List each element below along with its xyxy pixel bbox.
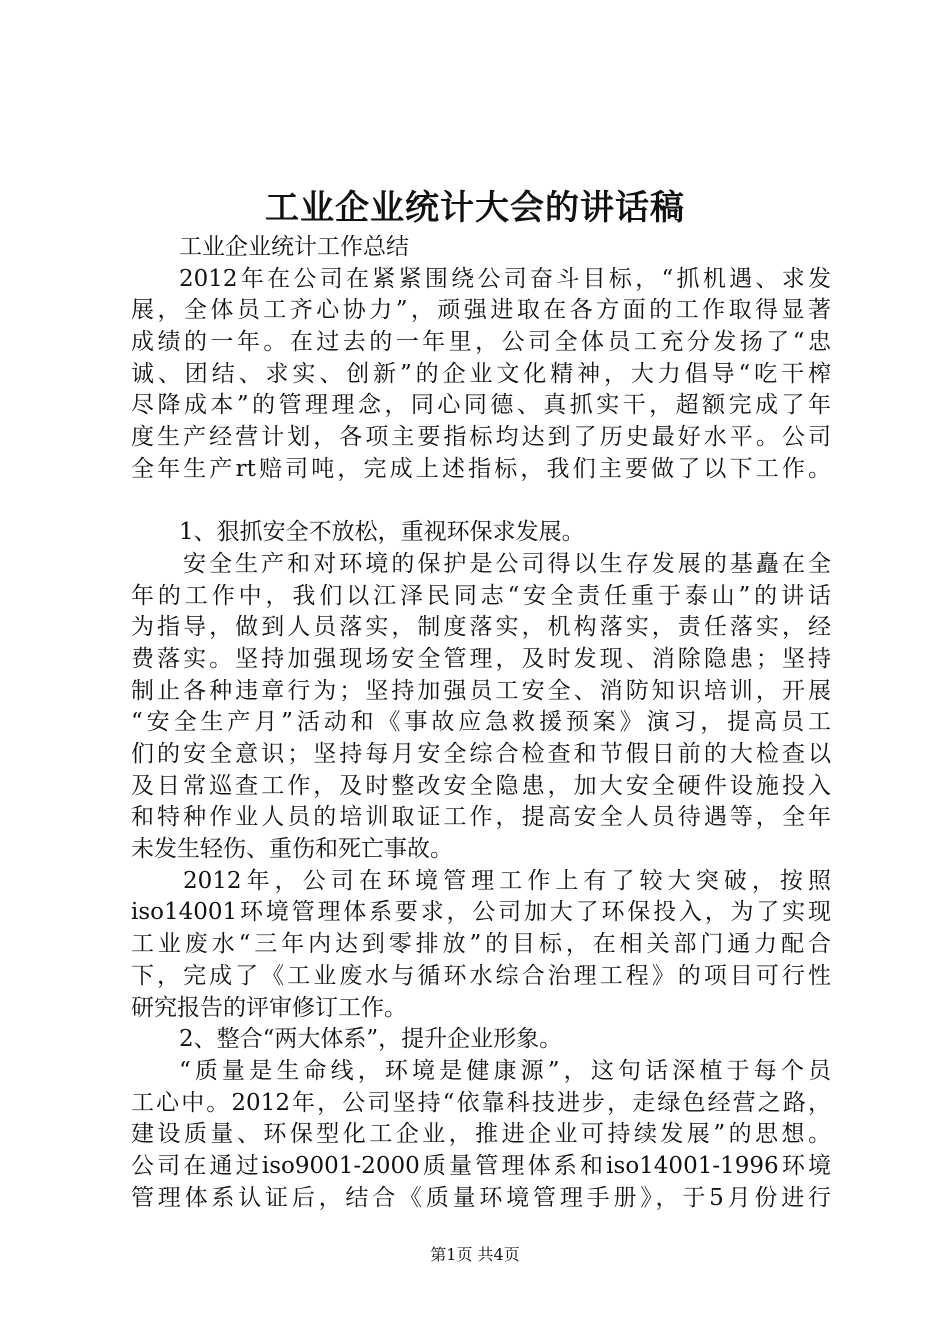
paragraph-line: 2012年，公司在环境管理工作上有了较大突破，按照 [183, 867, 831, 894]
paragraph-line: 下，完成了《工业废水与循环水综合治理工程》的项目可行性 [131, 962, 831, 989]
section-heading: 2、整合“两大体系”，提升企业形象。 [179, 1026, 563, 1053]
paragraph-line: 费落实。坚持加强现场安全管理，及时发现、消除隐患；坚持 [131, 645, 831, 672]
blank-line [131, 486, 831, 518]
paragraph-line: 公司在通过iso9001-2000质量管理体系和iso14001-1996环境 [131, 1152, 831, 1179]
paragraph-line: 诚、团结、求实、创新”的企业文化精神，大力倡导“吃干榨 [131, 360, 831, 387]
paragraph-line: 管理体系认证后，结合《质量环境管理手册》，于5月份进行 [131, 1184, 831, 1211]
paragraph-line: 尽降成本”的管理理念，同心同德、真抓实干，超额完成了年 [131, 392, 831, 419]
paragraph-line: 安全生产和对环境的保护是公司得以生存发展的基矗在全 [183, 550, 831, 577]
paragraph-line: 展，全体员工齐心协力”，顽强进取在各方面的工作取得显著 [131, 297, 831, 324]
page-footer: 第1页 共4页 [430, 1245, 520, 1264]
paragraph-line: 制止各种违章行为；坚持加强员工安全、消防知识培训，开展 [131, 677, 831, 704]
paragraph-line: 度生产经营计划，各项主要指标均达到了历史最好水平。公司 [131, 424, 831, 451]
paragraph-line: “质量是生命线，环境是健康源”，这句话深植于每个员 [179, 1057, 831, 1084]
paragraph-line: 2012年在公司在紧紧围绕公司奋斗目标，“抓机遇、求发 [179, 265, 831, 292]
document-body [131, 232, 831, 1214]
section-heading: 1、狠抓安全不放松，重视环保求发展。 [179, 519, 585, 546]
section-heading: 工业企业统计工作总结 [179, 234, 409, 260]
paragraph-line: 研究报告的评审修订工作。 [131, 994, 407, 1021]
paragraph-line: “安全生产月”活动和《事故应急救援预案》演习，提高员工 [131, 709, 831, 736]
paragraph-line: iso14001环境管理体系要求，公司加大了环保投入，为了实现 [131, 899, 831, 926]
document-title: 工业企业统计大会的讲话稿 [265, 188, 685, 228]
paragraph-line: 建设质量、环保型化工企业，推进企业可持续发展”的思想。 [131, 1121, 831, 1148]
paragraph-line: 工心中。2012年，公司坚持“依靠科技进步，走绿色经营之路， [131, 1089, 831, 1116]
paragraph-line: 为指导，做到人员落实，制度落实，机构落实，责任落实，经 [131, 614, 831, 641]
paragraph-line: 成绩的一年。在过去的一年里，公司全体员工充分发扬了“忠 [131, 329, 831, 356]
paragraph-line: 及日常巡查工作，及时整改安全隐患，加大安全硬件设施投入 [131, 772, 831, 799]
paragraph-line: 全年生产rt赔司吨，完成上述指标，我们主要做了以下工作。 [131, 455, 831, 482]
paragraph-line: 和特种作业人员的培训取证工作，提高安全人员待遇等，全年 [131, 804, 831, 831]
paragraph-line: 年的工作中，我们以江泽民同志“安全责任重于泰山”的讲话 [131, 582, 831, 609]
paragraph-line: 工业废水“三年内达到零排放”的目标，在相关部门通力配合 [131, 931, 831, 958]
paragraph-line: 们的安全意识；坚持每月安全综合检查和节假日前的大检查以 [131, 741, 831, 767]
paragraph-line: 未发生轻伤、重伤和死亡事故。 [131, 836, 453, 863]
